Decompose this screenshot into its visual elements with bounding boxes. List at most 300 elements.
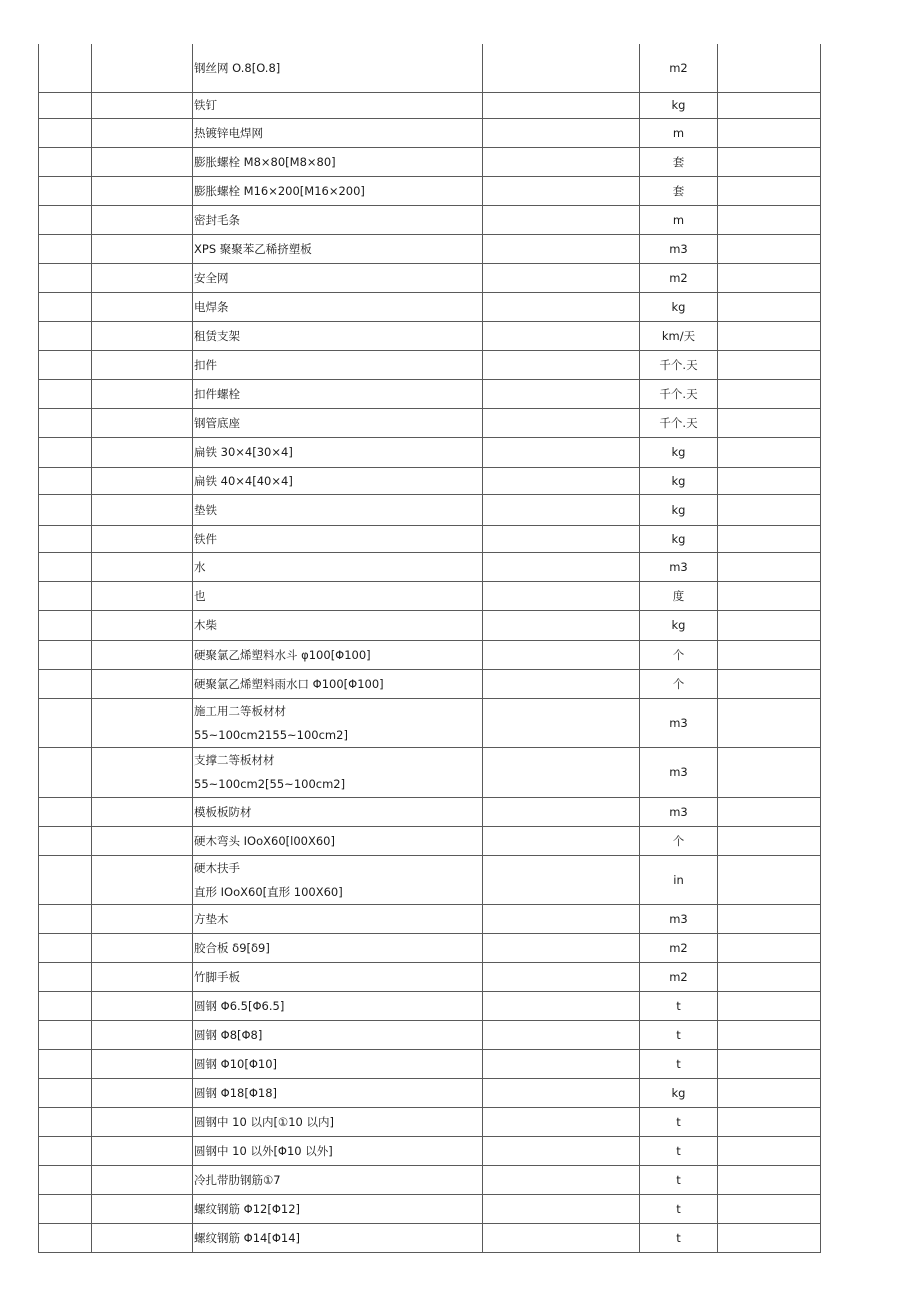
unit-cell (640, 1194, 718, 1223)
unit-cell (640, 118, 718, 147)
table-row (39, 1078, 821, 1107)
material-name: 圆钢中 10 以外[Φ10 以外] (194, 1143, 333, 1158)
code-cell (92, 1020, 193, 1049)
code-cell (92, 797, 193, 826)
table-row (39, 379, 821, 408)
spec-cell (483, 234, 640, 263)
unit-cell (640, 610, 718, 640)
index-cell (39, 408, 92, 437)
spec-cell (483, 263, 640, 292)
quantity-cell (718, 747, 821, 797)
material-name-cell (193, 826, 483, 855)
material-name-cell (193, 350, 483, 379)
code-cell (92, 640, 193, 669)
spec-cell (483, 1049, 640, 1078)
table-row (39, 1165, 821, 1194)
spec-cell (483, 640, 640, 669)
code-cell (92, 669, 193, 698)
unit: km∕天 (661, 328, 696, 343)
material-name: 扁铁 40×4[40×4] (194, 473, 293, 488)
unit-cell (640, 1107, 718, 1136)
index-cell (39, 292, 92, 321)
spec-cell (483, 747, 640, 797)
index-cell (39, 263, 92, 292)
material-name-cell (193, 408, 483, 437)
material-name: 方垫木 (194, 911, 229, 926)
material-name: 钢管底座 (194, 415, 240, 430)
code-cell (92, 610, 193, 640)
material-name-cell (193, 904, 483, 933)
material-name-cell (193, 1136, 483, 1165)
code-cell (92, 747, 193, 797)
material-name: XPS 聚聚苯乙稀挤塑板 (194, 241, 312, 256)
unit: t (676, 1172, 681, 1187)
unit-cell (640, 234, 718, 263)
spec-cell (483, 1223, 640, 1252)
unit-cell (640, 904, 718, 933)
material-name: 直形 IOoX60[直形 100X60] (194, 884, 343, 899)
material-name: 圆钢中 10 以内[①10 以内] (194, 1114, 335, 1129)
unit: 个 (672, 676, 685, 691)
index-cell (39, 234, 92, 263)
table-row (39, 408, 821, 437)
code-cell (92, 467, 193, 494)
unit-cell (640, 855, 718, 904)
unit: m3 (669, 559, 688, 574)
unit-cell (640, 176, 718, 205)
material-name-cell (193, 379, 483, 408)
spec-cell (483, 321, 640, 350)
table-row (39, 350, 821, 379)
unit: 个 (672, 647, 685, 662)
index-cell (39, 581, 92, 610)
unit: m2 (669, 270, 688, 285)
unit: kg (671, 531, 686, 546)
unit-cell (640, 379, 718, 408)
unit: 套 (672, 154, 685, 169)
material-name-cell (193, 292, 483, 321)
spec-cell (483, 350, 640, 379)
quantity-cell (718, 855, 821, 904)
material-name-cell (193, 610, 483, 640)
unit: 千个.天 (659, 386, 698, 401)
table-row (39, 437, 821, 467)
unit: 个 (672, 833, 685, 848)
quantity-cell (718, 205, 821, 234)
unit-cell (640, 1165, 718, 1194)
code-cell (92, 1194, 193, 1223)
unit-cell (640, 797, 718, 826)
unit-cell (640, 1049, 718, 1078)
unit: m2 (669, 60, 688, 75)
unit-cell (640, 205, 718, 234)
spec-cell (483, 1107, 640, 1136)
unit-cell (640, 962, 718, 991)
unit-cell (640, 640, 718, 669)
material-name-cell (193, 44, 483, 92)
quantity-cell (718, 494, 821, 525)
material-name-cell (193, 147, 483, 176)
unit: t (676, 1027, 681, 1042)
code-cell (92, 1049, 193, 1078)
index-cell (39, 176, 92, 205)
unit-cell (640, 147, 718, 176)
material-name: 冷扎带肋钢筋①7 (194, 1172, 281, 1187)
material-name-cell (193, 962, 483, 991)
index-cell (39, 933, 92, 962)
spec-cell (483, 437, 640, 467)
index-cell (39, 904, 92, 933)
unit-cell (640, 933, 718, 962)
table-row (39, 1136, 821, 1165)
material-name-cell (193, 1194, 483, 1223)
index-cell (39, 1107, 92, 1136)
spec-cell (483, 1194, 640, 1223)
unit: kg (671, 1085, 686, 1100)
spec-cell (483, 147, 640, 176)
material-name-cell (193, 1049, 483, 1078)
unit-cell (640, 581, 718, 610)
material-name: 55~100cm2[55~100cm2] (194, 777, 346, 791)
code-cell (92, 904, 193, 933)
material-name-cell (193, 669, 483, 698)
quantity-cell (718, 176, 821, 205)
quantity-cell (718, 1223, 821, 1252)
table-row (39, 292, 821, 321)
material-name: 硬木弯头 IOoX60[l00X60] (194, 833, 335, 848)
material-name: 施工用二等板材材 (194, 703, 286, 718)
table-row (39, 640, 821, 669)
code-cell (92, 292, 193, 321)
index-cell (39, 855, 92, 904)
table-body (39, 44, 821, 1252)
unit: kg (671, 502, 686, 517)
spec-cell (483, 581, 640, 610)
table-row (39, 92, 821, 118)
table-row (39, 962, 821, 991)
quantity-cell (718, 1165, 821, 1194)
unit: m2 (669, 940, 688, 955)
material-name: 硬木扶手 (194, 860, 240, 875)
unit: t (676, 1230, 681, 1245)
material-name-cell (193, 437, 483, 467)
spec-cell (483, 292, 640, 321)
unit-cell (640, 350, 718, 379)
spec-cell (483, 1165, 640, 1194)
table-row (39, 581, 821, 610)
index-cell (39, 494, 92, 525)
unit: m (672, 212, 685, 227)
unit-cell (640, 1020, 718, 1049)
table-row (39, 147, 821, 176)
table-row (39, 855, 821, 904)
table-row (39, 669, 821, 698)
code-cell (92, 118, 193, 147)
table-row (39, 176, 821, 205)
material-name: 密封毛条 (194, 212, 240, 227)
material-name: 水 (194, 559, 206, 574)
unit-cell (640, 552, 718, 581)
spec-cell (483, 92, 640, 118)
unit: kg (671, 299, 686, 314)
index-cell (39, 92, 92, 118)
code-cell (92, 379, 193, 408)
spec-cell (483, 379, 640, 408)
spec-cell (483, 826, 640, 855)
material-name: 铁钉 (194, 98, 217, 112)
quantity-cell (718, 263, 821, 292)
quantity-cell (718, 1194, 821, 1223)
quantity-cell (718, 379, 821, 408)
table-row (39, 234, 821, 263)
index-cell (39, 1223, 92, 1252)
code-cell (92, 1223, 193, 1252)
unit-cell (640, 826, 718, 855)
index-cell (39, 44, 92, 92)
quantity-cell (718, 1020, 821, 1049)
quantity-cell (718, 933, 821, 962)
spec-cell (483, 933, 640, 962)
material-name-cell (193, 797, 483, 826)
material-name-cell (193, 552, 483, 581)
unit: t (676, 998, 681, 1013)
index-cell (39, 640, 92, 669)
index-cell (39, 552, 92, 581)
unit-cell (640, 698, 718, 747)
table-row (39, 610, 821, 640)
spec-cell (483, 669, 640, 698)
unit-cell (640, 292, 718, 321)
quantity-cell (718, 292, 821, 321)
material-name-cell (193, 205, 483, 234)
material-name: 圆钢 Φ6.5[Φ6.5] (194, 998, 285, 1013)
index-cell (39, 1078, 92, 1107)
table-row (39, 263, 821, 292)
material-name-cell (193, 263, 483, 292)
code-cell (92, 933, 193, 962)
table-row (39, 205, 821, 234)
code-cell (92, 44, 193, 92)
spec-cell (483, 1136, 640, 1165)
table-row (39, 321, 821, 350)
material-table (38, 44, 820, 1253)
material-name: 55~100cm2155~100cm2] (194, 727, 348, 742)
material-name: 扣件 (194, 357, 217, 372)
material-name-cell (193, 1223, 483, 1252)
code-cell (92, 176, 193, 205)
code-cell (92, 1165, 193, 1194)
material-name: 扣件螺栓 (194, 386, 240, 401)
material-name-cell (193, 118, 483, 147)
material-name: 圆钢 Φ8[Φ8] (194, 1027, 263, 1042)
code-cell (92, 147, 193, 176)
spec-cell (483, 1020, 640, 1049)
material-name-cell (193, 991, 483, 1020)
quantity-cell (718, 991, 821, 1020)
material-name-cell (193, 1165, 483, 1194)
unit: t (676, 1143, 681, 1158)
material-name: 模板板防材 (194, 804, 252, 819)
material-name: 膨胀螺栓 M16×200[M16×200] (194, 183, 365, 198)
table-row (39, 1020, 821, 1049)
spec-cell (483, 855, 640, 904)
index-cell (39, 1165, 92, 1194)
spec-cell (483, 904, 640, 933)
unit: kg (671, 473, 686, 488)
quantity-cell (718, 1136, 821, 1165)
unit-cell (640, 437, 718, 467)
quantity-cell (718, 962, 821, 991)
table-row (39, 1223, 821, 1252)
code-cell (92, 350, 193, 379)
quantity-cell (718, 350, 821, 379)
table-row (39, 904, 821, 933)
unit: kg (671, 98, 686, 112)
material-name: 膨胀螺栓 M8×80[M8×80] (194, 154, 336, 169)
material-name: 螺纹钢筋 Φ12[Φ12] (194, 1201, 300, 1216)
quantity-cell (718, 321, 821, 350)
table (38, 44, 821, 1253)
material-name: 电焊条 (194, 299, 229, 314)
unit-cell (640, 263, 718, 292)
code-cell (92, 234, 193, 263)
spec-cell (483, 797, 640, 826)
code-cell (92, 92, 193, 118)
table-row (39, 933, 821, 962)
unit-cell (640, 525, 718, 552)
material-name: 圆钢 Φ10[Φ10] (194, 1056, 277, 1071)
unit-cell (640, 467, 718, 494)
unit: kg (671, 445, 686, 459)
spec-cell (483, 467, 640, 494)
material-name: 硬聚氯乙烯塑料雨水口 Φ100[Φ100] (194, 676, 384, 691)
unit-cell (640, 1136, 718, 1165)
quantity-cell (718, 1049, 821, 1078)
unit: t (676, 1056, 681, 1071)
unit-cell (640, 747, 718, 797)
index-cell (39, 1049, 92, 1078)
index-cell (39, 1136, 92, 1165)
unit: 千个.天 (659, 357, 698, 372)
unit-cell (640, 408, 718, 437)
quantity-cell (718, 408, 821, 437)
unit: t (676, 1201, 681, 1216)
unit-cell (640, 321, 718, 350)
code-cell (92, 1078, 193, 1107)
table-row (39, 1194, 821, 1223)
material-name-cell (193, 855, 483, 904)
code-cell (92, 263, 193, 292)
code-cell (92, 1107, 193, 1136)
material-name: 垫铁 (194, 502, 217, 517)
index-cell (39, 350, 92, 379)
material-name: 扁铁 30×4[30×4] (194, 445, 293, 459)
table-row (39, 118, 821, 147)
spec-cell (483, 494, 640, 525)
index-cell (39, 610, 92, 640)
code-cell (92, 962, 193, 991)
quantity-cell (718, 610, 821, 640)
index-cell (39, 991, 92, 1020)
material-name: 也 (194, 588, 206, 603)
unit: m3 (669, 715, 688, 730)
material-name-cell (193, 640, 483, 669)
code-cell (92, 1136, 193, 1165)
unit: m3 (669, 804, 688, 819)
quantity-cell (718, 44, 821, 92)
unit: kg (671, 618, 686, 632)
material-name-cell (193, 494, 483, 525)
index-cell (39, 379, 92, 408)
material-name: 租赁支架 (194, 328, 240, 343)
material-name-cell (193, 1078, 483, 1107)
code-cell (92, 552, 193, 581)
quantity-cell (718, 669, 821, 698)
index-cell (39, 669, 92, 698)
spec-cell (483, 610, 640, 640)
unit: t (676, 1114, 681, 1129)
unit-cell (640, 1078, 718, 1107)
unit: m3 (669, 765, 688, 779)
material-name: 铁件 (194, 531, 217, 546)
code-cell (92, 698, 193, 747)
table-row (39, 1049, 821, 1078)
table-row (39, 826, 821, 855)
material-name-cell (193, 933, 483, 962)
material-name: 钢丝网 O.8[O.8] (194, 60, 281, 75)
spec-cell (483, 962, 640, 991)
table-row (39, 991, 821, 1020)
spec-cell (483, 552, 640, 581)
spec-cell (483, 408, 640, 437)
quantity-cell (718, 467, 821, 494)
material-name-cell (193, 747, 483, 797)
spec-cell (483, 118, 640, 147)
code-cell (92, 494, 193, 525)
material-name-cell (193, 581, 483, 610)
unit: 千个.天 (659, 415, 698, 430)
index-cell (39, 321, 92, 350)
unit-cell (640, 494, 718, 525)
unit: m (672, 125, 685, 140)
spec-cell (483, 698, 640, 747)
material-name: 热镀锌电焊网 (194, 125, 263, 140)
spec-cell (483, 525, 640, 552)
unit: in (673, 872, 684, 887)
index-cell (39, 147, 92, 176)
material-name: 圆钢 Φ18[Φ18] (194, 1085, 277, 1100)
index-cell (39, 118, 92, 147)
code-cell (92, 581, 193, 610)
quantity-cell (718, 581, 821, 610)
quantity-cell (718, 437, 821, 467)
quantity-cell (718, 525, 821, 552)
material-name-cell (193, 1107, 483, 1136)
unit-cell (640, 669, 718, 698)
material-name-cell (193, 467, 483, 494)
code-cell (92, 408, 193, 437)
material-name-cell (193, 176, 483, 205)
quantity-cell (718, 552, 821, 581)
table-row (39, 747, 821, 797)
code-cell (92, 525, 193, 552)
unit: 度 (672, 588, 685, 603)
code-cell (92, 826, 193, 855)
table-row (39, 1107, 821, 1136)
material-name-cell (193, 1020, 483, 1049)
unit: m3 (669, 911, 688, 926)
index-cell (39, 962, 92, 991)
